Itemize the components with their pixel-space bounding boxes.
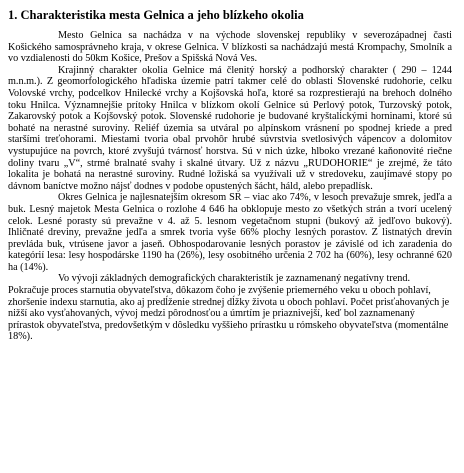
paragraph-forests: Okres Gelnica je najlesnatejším okresom SR – viac ako 74%, v lesoch prevažuje smrek, jedľa a buk. Lesný majetok Mesta Gelnica o rozlohe 4 646 ha obklopuje mesto zo všetkých strán a tvorí ucelený celok. Lesné porasty sú prevažne v 4. až 5. lesnom vegetačnom stupni (bukový až jedľovo bukový). Ihličnaté dreviny, prevažne jedľa a smrek tvoria vyše 66% plochy lesných porastov. Z listnatých drevín prevláda buk, vtrúsene javor a jaseň. Obhospodarovanie lesných porastov je závislé od ich zaradenia do kategórií lesa: lesy hospodárske 1190 ha (26%), lesy osobitného určenia 2 702 ha (60%), lesy ochranné 620 ha (14%).: [8, 192, 452, 273]
paragraph-location: Mesto Gelnica sa nachádza v na východe slovenskej republiky v severozápadnej časti Košického samosprávneho kraja, v okrese Gelnica. V blízkosti sa nachádzajú mestá Krompachy, Smolník a vo vzdialenosti do 50km Košice, Prešov a Spišská Nová Ves.: [8, 30, 452, 65]
document-body: [8, 30, 452, 343]
section-heading: 1. Charakteristika mesta Gelnica a jeho blízkeho okolia: [8, 8, 304, 22]
paragraph-landscape: Krajinný charakter okolia Gelnice má členitý horský a podhorský charakter ( 290 – 1244 m.n.m.). Z geomorfologického hľadiska územie patrí takmer celé do oblasti Slovenské rudohorie, celku Volovské vrchy, podcelkov Hnilecké vrchy a Kojšovská hoľa, ktoré sa rozprestierajú na brehoch dolného toku Hnilca. Významnejšie prítoky Hnilca v blízkom okolí Gelnice sú Perlový potok, Turzovský potok, Zakarovský potok a Kojšovský potok. Slovenské rudohorie je budované kryštalickými horninami, ktoré sú bohaté na nerastné suroviny. Reliéf územia sa utváral po alpínskom vrásnení po spodnej kriede a pred staršími treťohorami. Miestami tvoria obal prvohôr hrubé súvrstvia svetlosivých vápencov a dolomitov vystupujúce na povrch, ktoré zvyšujú tvárnosť horstva. Sú v nich úzke, hlboko vrezané kaňonovité riečne doliny tvaru „V“, strmé bralnaté svahy i skalné útvary. Už z názvu „RUDOHORIE“ je zrejmé, že táto lokalita je bohatá na nerastné suroviny. Rudné ložiská sa využívali už v stredoveku, zaujímavé stopy po dávnom baníctve možno nájsť dodnes v podobe opustených šácht, háld, alebo prepadlísk.: [8, 64, 452, 192]
paragraph-demographics: Vo vývoji základných demografických charakteristík je zaznamenaný negatívny trend. Pokračuje proces starnutia obyvateľstva, dôkazom čoho je zvýšenie priemerného veku u oboch pohlaví, zhoršenie indexu starnutia, ako aj predĺženie strednej dĺžky života u oboch pohlaví. Počet prisťahovaných je nižší ako vysťahovaných, vývoj medzi pôrodnosťou a úmrtím je priaznivejší, keď bol zaznamenaný prírastok obyvateľstva, predovšetkým v dôsledku vyššieho prírastku u rómskeho obyvateľstva (momentálne 18%).: [8, 273, 450, 343]
